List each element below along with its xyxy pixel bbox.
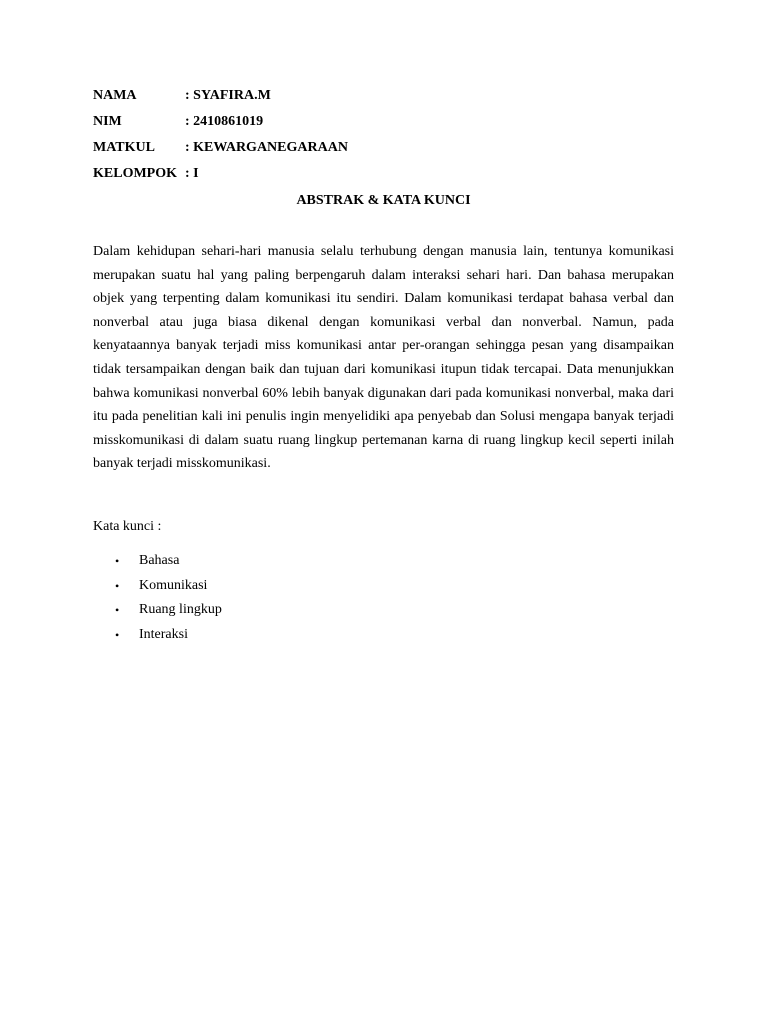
info-value: : I: [185, 166, 199, 181]
keyword-text: Interaksi: [139, 626, 188, 642]
info-row-nim: [93, 112, 673, 138]
keywords-label: Kata kunci :: [93, 519, 162, 534]
info-value: : SYAFIRA.M: [185, 88, 271, 103]
keyword-text: Komunikasi: [139, 577, 208, 593]
keyword-text: Ruang lingkup: [139, 602, 222, 618]
keyword-text: Bahasa: [139, 553, 180, 569]
info-row-course: [93, 138, 673, 164]
info-row-name: [93, 86, 673, 112]
info-label: NIM: [93, 114, 122, 129]
info-value: : 2410861019: [185, 114, 264, 129]
student-info: [93, 86, 673, 190]
bullet-icon: •: [115, 627, 120, 642]
document-title: ABSTRAK & KATA KUNCI: [296, 193, 471, 208]
list-item: [93, 623, 222, 648]
info-row-group: [93, 164, 673, 190]
info-label: KELOMPOK: [93, 166, 177, 181]
list-item: [93, 598, 222, 623]
info-label: NAMA: [93, 88, 137, 103]
bullet-icon: •: [115, 554, 120, 569]
list-item: [93, 574, 222, 599]
bullet-icon: •: [115, 578, 120, 593]
bullet-icon: •: [115, 603, 120, 618]
list-item: [93, 549, 222, 574]
info-value: : KEWARGANEGARAAN: [185, 140, 348, 155]
info-label: MATKUL: [93, 140, 155, 155]
abstract-paragraph: Dalam kehidupan sehari-hari manusia selalu terhubung dengan manusia lain, tentunya komunikasi merupakan suatu hal yang paling berpengaruh dalam interaksi sehari hari. Dan bahasa merupakan objek yang terpenting dalam komunikasi itu sendiri. Dalam komunikasi terdapat bahasa verbal dan nonverbal atau juga biasa dikenal dengan komunikasi verbal dan nonverbal. Namun, pada kenyataannya banyak terjadi miss komunikasi antar per-orangan sehingga pesan yang disampaikan tidak tersampaikan dengan baik dan tujuan dari komunikasi itupun tidak tercapai. Data menunjukkan bahwa komunikasi nonverbal 60% lebih banyak digunakan dari pada komunikasi nonverbal, maka dari itu pada penelitian kali ini penulis ingin menyelidiki apa penyebab dan Solusi mengapa banyak terjadi misskomunikasi di dalam suatu ruang lingkup pertemanan karna di ruang lingkup kecil seperti inilah banyak terjadi misskomunikasi.: [93, 244, 674, 472]
keywords-list: [93, 549, 222, 647]
